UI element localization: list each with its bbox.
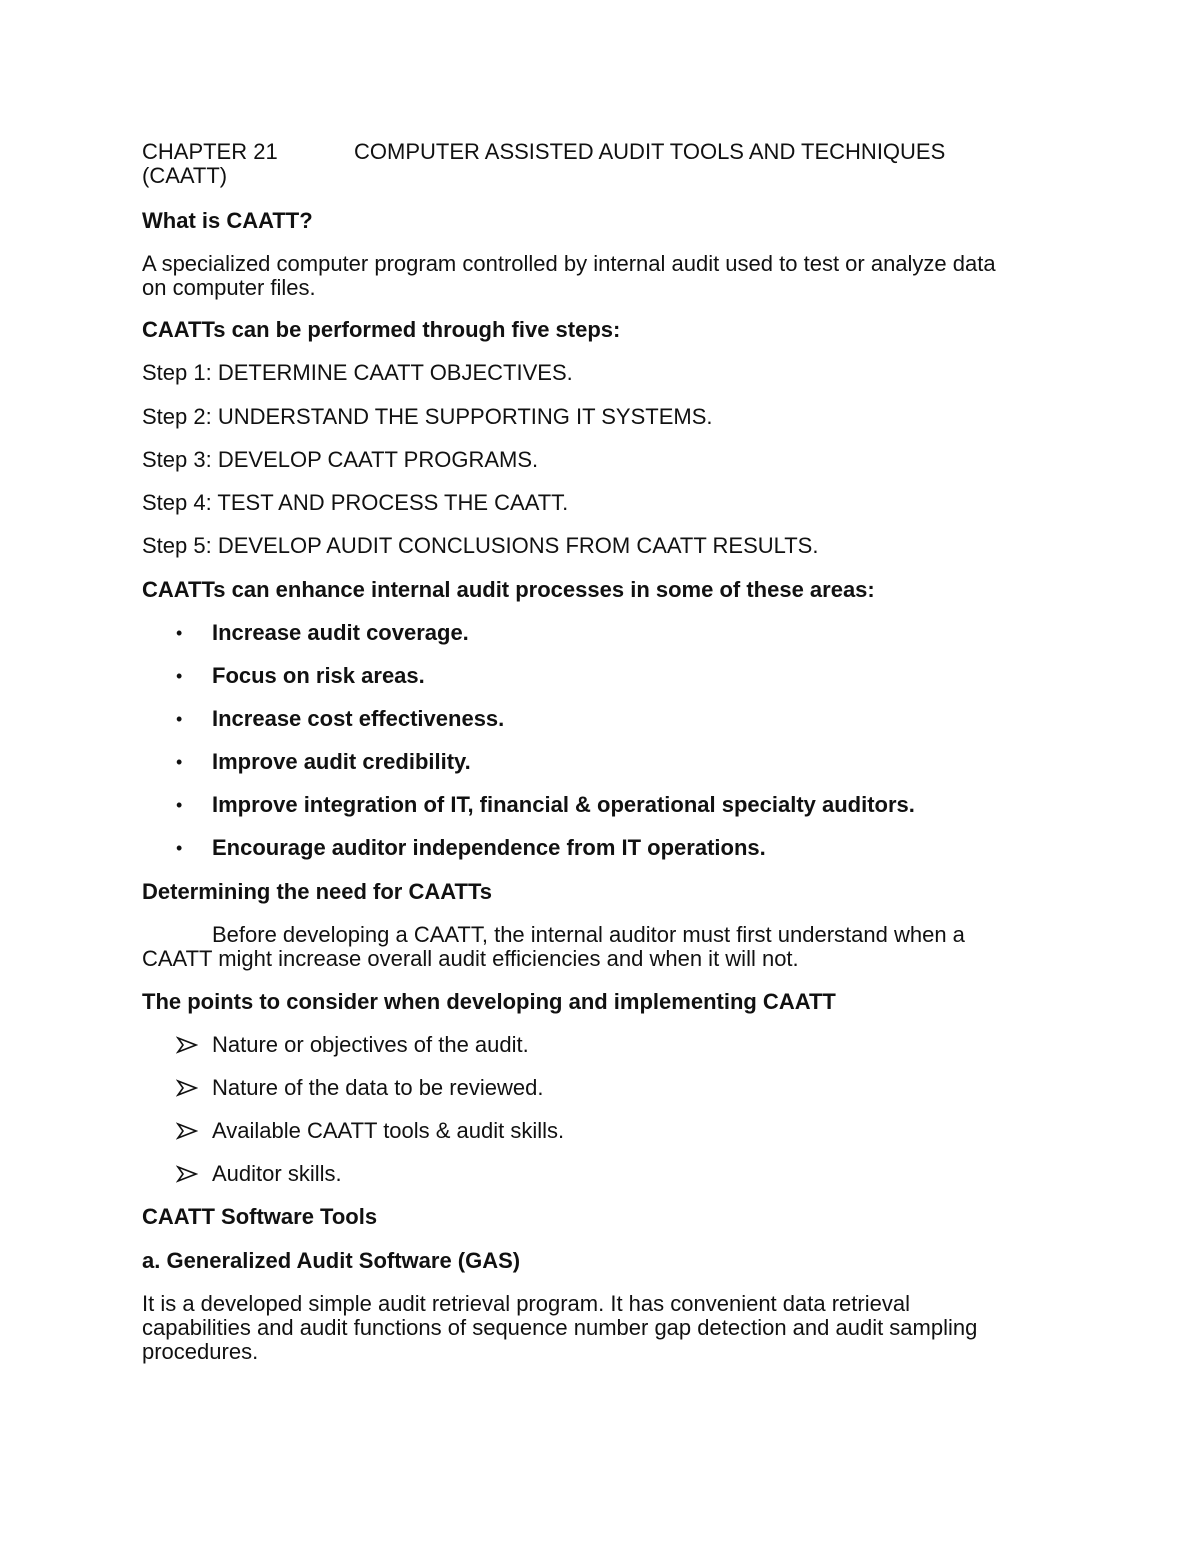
need-paragraph-line-1: Before developing a CAATT, the internal auditor must first understand when a — [212, 922, 965, 947]
area-item-label: Encourage auditor independence from IT operations. — [212, 835, 766, 860]
gas-paragraph-line-3: procedures. — [142, 1339, 259, 1364]
need-paragraph-line-2: CAATT might increase overall audit efficiencies and when it will not. — [142, 946, 799, 971]
arrow-bullet-icon — [176, 1036, 198, 1054]
step-item: Step 4: TEST AND PROCESS THE CAATT. — [142, 490, 569, 515]
bullet-dot-icon: • — [176, 709, 183, 729]
arrow-bullet-icon — [176, 1079, 198, 1097]
definition-line-1: A specialized computer program controlled by internal audit used to test or analyze data — [142, 251, 996, 276]
gas-subheading: a. Generalized Audit Software (GAS) — [142, 1248, 521, 1273]
arrow-bullet-icon — [176, 1165, 198, 1183]
step-item: Step 2: UNDERSTAND THE SUPPORTING IT SYSTEMS. — [142, 404, 713, 429]
need-heading: Determining the need for CAATTs — [142, 879, 492, 904]
arrow-bullet-icon — [176, 1122, 198, 1140]
step-item: Step 1: DETERMINE CAATT OBJECTIVES. — [142, 360, 573, 385]
steps-heading: CAATTs can be performed through five steps: — [142, 317, 621, 342]
point-item-label: Nature or objectives of the audit. — [212, 1032, 529, 1057]
point-item-label: Nature of the data to be reviewed. — [212, 1075, 544, 1100]
bullet-dot-icon: • — [176, 795, 183, 815]
areas-heading: CAATTs can enhance internal audit processes in some of these areas: — [142, 577, 875, 602]
chapter-title-continuation: (CAATT) — [142, 163, 228, 188]
area-item-label: Improve audit credibility. — [212, 749, 471, 774]
area-item-label: Improve integration of IT, financial & operational specialty auditors. — [212, 792, 915, 817]
area-item-label: Increase audit coverage. — [212, 620, 469, 645]
bullet-dot-icon: • — [176, 623, 183, 643]
points-heading: The points to consider when developing and implementing CAATT — [142, 989, 836, 1014]
what-is-heading: What is CAATT? — [142, 208, 313, 233]
bullet-dot-icon: • — [176, 752, 183, 772]
tools-heading: CAATT Software Tools — [142, 1204, 378, 1229]
definition-line-2: on computer files. — [142, 275, 316, 300]
bullet-dot-icon: • — [176, 666, 183, 686]
gas-paragraph-line-1: It is a developed simple audit retrieval program. It has convenient data retrieval — [142, 1291, 910, 1316]
gas-paragraph-line-2: capabilities and audit functions of sequence number gap detection and audit sampling — [142, 1315, 978, 1340]
bullet-dot-icon: • — [176, 838, 183, 858]
chapter-title: COMPUTER ASSISTED AUDIT TOOLS AND TECHNIQUES — [354, 139, 946, 164]
chapter-number: CHAPTER 21 — [142, 139, 278, 164]
step-item: Step 5: DEVELOP AUDIT CONCLUSIONS FROM CAATT RESULTS. — [142, 533, 819, 558]
point-item-label: Auditor skills. — [212, 1161, 342, 1186]
point-item-label: Available CAATT tools & audit skills. — [212, 1118, 565, 1143]
step-item: Step 3: DEVELOP CAATT PROGRAMS. — [142, 447, 539, 472]
area-item-label: Increase cost effectiveness. — [212, 706, 505, 731]
area-item-label: Focus on risk areas. — [212, 663, 425, 688]
